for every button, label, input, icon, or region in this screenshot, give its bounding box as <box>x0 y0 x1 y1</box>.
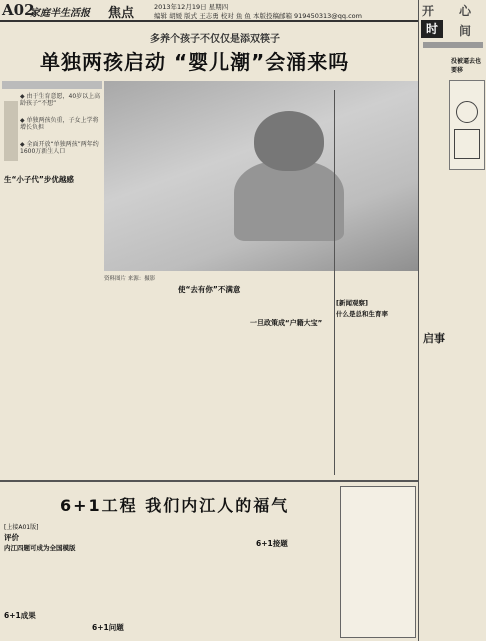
rail-text-a <box>421 54 447 144</box>
rail-divider <box>423 42 483 48</box>
photo-caption: 资料图片 来源：摄影 <box>104 276 156 282</box>
second-body-1 <box>4 552 90 608</box>
second-body-2 <box>4 622 90 640</box>
body-col-1 <box>4 185 100 475</box>
sidebar-box-text <box>344 490 412 634</box>
notice-title: 启事 <box>423 332 445 345</box>
summary-graphic <box>4 101 18 161</box>
section-divider <box>0 480 418 482</box>
story-label: [上接A01版] <box>4 524 39 531</box>
second-subhead-2: 内江四题可成为全国模版 <box>4 544 76 552</box>
right-rail <box>418 0 486 641</box>
subhead-3: 使“去有你”不满意 <box>178 285 241 294</box>
body-col-5 <box>336 320 416 475</box>
summary-bullet-3: ◆ 全面开放“单独两孩”两年约1600万新生人口 <box>20 141 99 155</box>
second-body-4 <box>174 522 254 639</box>
summary-bullet-1: ◆ 由于生育意愿，40岁以上高龄孩子“不想” <box>20 93 101 107</box>
section-title: 焦点 <box>108 6 135 21</box>
brand-char-2: 心 <box>459 4 472 18</box>
second-headline: 6+1工程 我们内江人的福气 <box>60 496 290 515</box>
cartoon-title: 没被逼去也要移 <box>451 58 482 74</box>
summary-box <box>2 81 102 171</box>
subhead-6: 什么是总和生育率 <box>336 310 388 318</box>
second-subhead-5: 6+1接题 <box>256 539 288 548</box>
baby-photo <box>104 81 418 271</box>
body-col-2 <box>104 284 176 474</box>
main-headline: 单独两孩启动 “婴儿潮”会涌来吗 <box>40 50 350 74</box>
brand-char-1: 开 <box>422 4 435 18</box>
brand-char-3: 时 <box>421 20 443 38</box>
second-subhead-3: 6+1成果 <box>4 611 36 620</box>
sidebar-box <box>340 486 416 638</box>
kicker: 多养个孩子不仅仅是添双筷子 <box>150 34 280 45</box>
summary-bullet-2: ◆ 单独两孩负重，子女上学将增长负担 <box>20 117 99 131</box>
body-col-4 <box>250 282 334 472</box>
baby-body-shape <box>234 161 344 241</box>
column-rule <box>334 90 335 475</box>
brand-char-4: 间 <box>459 24 472 38</box>
subhead-4: 一旦政策成“户籍大宝” <box>250 319 323 327</box>
second-body-3 <box>92 522 172 618</box>
notice-body <box>421 346 485 636</box>
masthead <box>0 0 418 22</box>
date-line: 2013年12月19日 星期四 <box>154 3 229 11</box>
baby-head-shape <box>254 111 324 171</box>
paper-name: 家庭半生活报 <box>30 8 90 19</box>
summary-bar <box>2 81 102 89</box>
second-body-5 <box>256 550 336 640</box>
subhead-1: 生“小子代”步优越感 <box>4 175 74 184</box>
column-brand <box>419 0 486 40</box>
rail-text-b <box>421 150 485 330</box>
editor-line: 编辑 胡媛 版式 王志勇 校对 鱼 鱼 本版投稿邮箱 919450313@qq.com <box>154 12 362 20</box>
body-col-3 <box>178 296 248 476</box>
second-subhead-1: 评价 <box>4 533 19 542</box>
page-number: A02 <box>2 1 35 19</box>
second-subhead-4: 6+1问题 <box>92 623 124 632</box>
subhead-5: [新闻观察] <box>336 299 368 307</box>
